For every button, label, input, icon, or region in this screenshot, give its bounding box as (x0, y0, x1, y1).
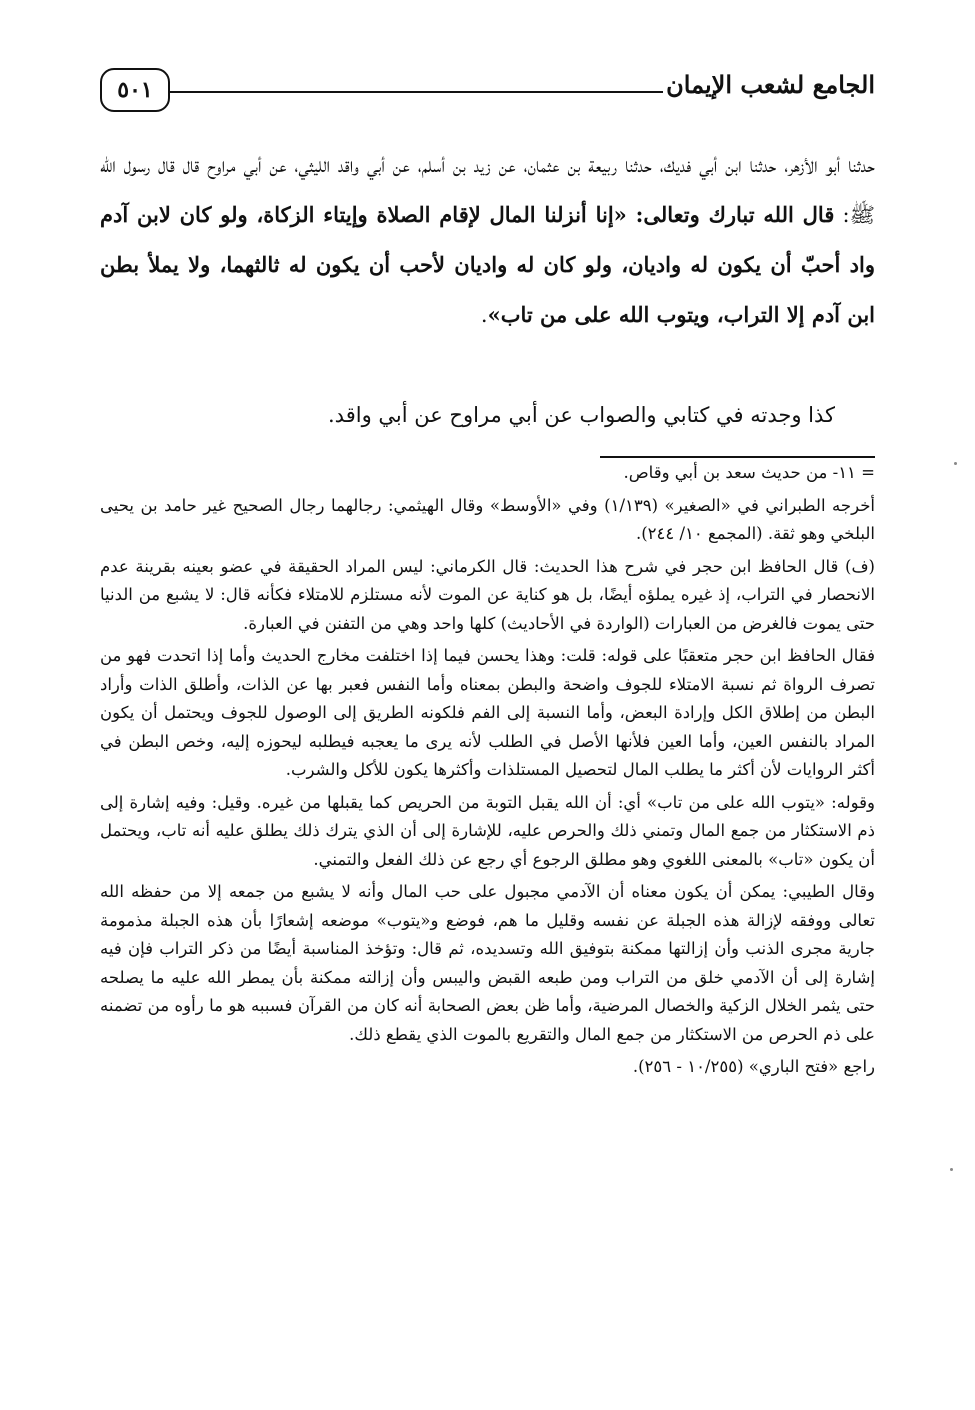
page-number-badge (100, 68, 170, 112)
footnote-paragraph: (ف) قال الحافظ ابن حجر في شرح هذا الحديث: قال الكرماني: ليس المراد الحقيقة في عضو بعينه بقرينة عدم الانحصار في التراب، إذ غيره يملؤه أيضًا، بل هو كناية عن الموت لأنه مستلزم للامتلاء فكأنه قال: لا يشبع من الدنيا حتى يموت فالغرض من العبارات (الواردة في الأحاديث) كلها واحد وهي من التفنن في العبارة. (100, 556, 875, 633)
footnote-paragraph: أخرجه الطبراني في «الصغير» (١/١٣٩) وفي «الأوسط» وقال الهيثمي: رجالهما رجال الصحيح غير حامد بن يحيى البلخي وهو ثقة. (المجمع ١٠/ ٢٤٤). (100, 495, 875, 543)
hadith-text (100, 140, 875, 340)
page-number: ٥٠١ (117, 77, 153, 103)
footnote-paragraph: راجع «فتح الباري» (١٠/٢٥٥ - ٢٥٦). (632, 1057, 875, 1076)
hadith-end: . (480, 303, 488, 327)
footnote-paragraph: وقوله: «يتوب الله على من تاب» أي: أن الله يقبل التوبة من الحريص كما يقبلها من غيره. وقيل: وفيه إشارة إلى ذم الاستكثار من جمع المال وتمني ذلك والحرص عليه، للإشارة إلى أن الذي يترك ذلك يطلق عليه أنه تاب، ويحتمل أن يكون «تاب» بالمعنى اللغوي وهو مطلق الرجوع أي رجع عن ذلك الفعل والتمني. (100, 792, 875, 869)
footnote-paragraph: وقال الطيبي: يمكن أن يكون معناه أن الآدمي مجبول على حب المال وأنه لا يشبع من جمعه إلا من حفظه الله تعالى ووفقه لإزالة هذه الجبلة عن نفسه وقليل ما هم، فوضع و«يتوب» موضعه إشعارًا بأن هذه الجبلة مذمومة جارية مجرى الذنب وأن إزالتها ممكنة بتوفيق الله وتسديده، ثم قال: وتؤخذ المناسبة أيضًا من ذكر التراب فإن فيه إشارة إلى أن الآدمي خلق من التراب ومن طبعه القبض واليبس وأن إزالته ممكنة بأن يمطر الله عليه ما يصلحه حتى يثمر الخلال الزكية والخصال المرضية، وأما ظن بعض الصحابة أنه كان من القرآن فسببه هو ما رأوه من تضمنه على ذم الحرص من الاستكثار من جمع المال والتقريع بالموت الذي يقطع ذلك. (100, 882, 875, 1044)
footnote-paragraph: فقال الحافظ ابن حجر متعقبًا على قوله: قلت: وهذا يحسن فيما إذا اختلفت مخارج الحديث وأما إذا اتحدت فهو من تصرف الرواة ثم نسبة الامتلاء للجوف واضحة والبطن بمعناه وأما النفس فعبر بها عن الذات، وأطلق الذات وأراد البطن من إطلاق الكل وإرادة البعض، وأما النسبة إلى الفم فلكونه الطريق إلى الوصول للجوف ويحتمل أن يكون المراد بالنفس العين، وأما العين فلأنها الأصل في الطلب لأنه يرى ما يعجبه فيطلبه ليحوزه إليه، وخص البطن في أكثر الروايات لأن أكثر ما يطلب المال لتحصيل المستلذات وأكثرها يكون للأكل والشرب. (100, 646, 875, 779)
footnote-separator (600, 456, 875, 458)
margin-mark (954, 462, 957, 465)
running-title: الجامع لشعب الإيمان (666, 70, 875, 99)
footnote-paragraph: = ١١- من حديث سعد بن أبي وقاص. (623, 463, 875, 482)
author-note: كذا وجدته في كتابي والصواب عن أبي مراوح عن أبي واقد. (328, 403, 835, 427)
page-header (100, 66, 875, 114)
margin-mark (950, 1168, 953, 1171)
footnotes (100, 459, 875, 1086)
hadith-matn: قال الله تبارك وتعالى: «إنا أنزلنا المال لإقام الصلاة وإيتاء الزكاة، ولو كان لابن آدم واد أحبّ أن يكون له واديان، ولو كان له واديان لأحب أن يكون له ثالثهما، ولا يملأ بطن ابن آدم إلا التراب، ويتوب الله على من تاب» (100, 202, 875, 327)
header-rule (162, 91, 663, 93)
isnad-text: حدثنا أبو الأزهر، حدثنا ابن أبي فديك، حدثنا ربيعة بن عثمان، عن زيد بن أسلم، عن أبي واقد الليثي، عن أبي مراوح قال قال رسول الله ﷺ: (100, 153, 875, 227)
